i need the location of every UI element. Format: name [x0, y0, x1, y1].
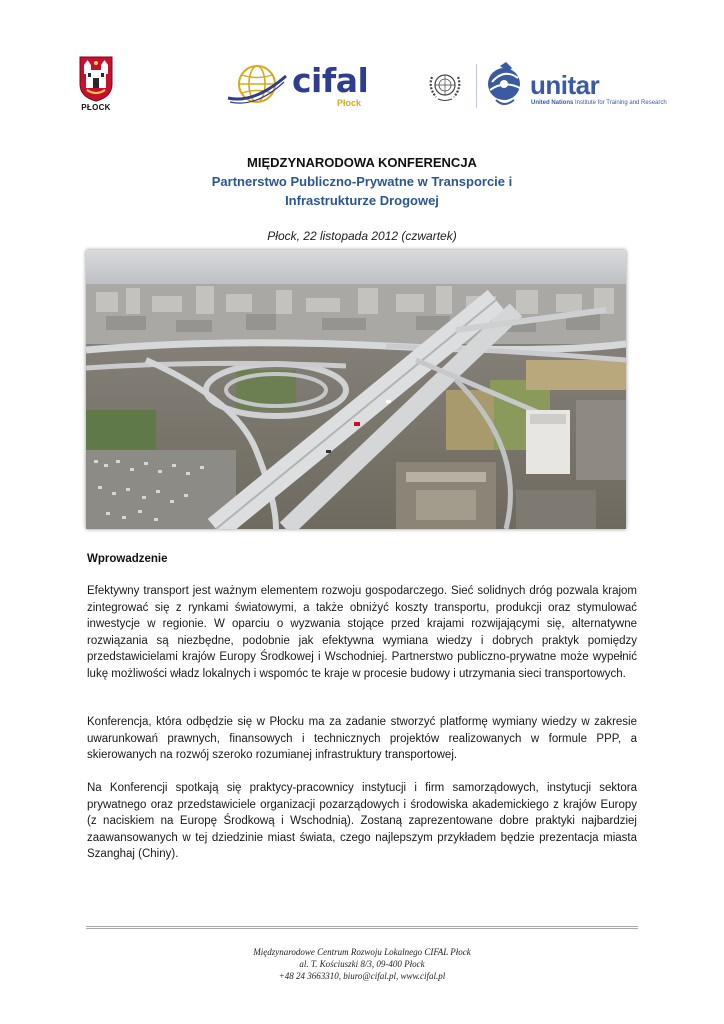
- intro-paragraph-2: Konferencja, która odbędzie się w Płocku ma za zadanie stworzyć platformę wymiany wiedzy w zakresie uwarunkowań prawnych, finansowych i technicznych projektów realizowanych w formule PPP, a skierowanych na rozwój szeroko rozumianej infrastruktury transportowej.: [87, 716, 637, 762]
- logo-divider: [476, 64, 477, 108]
- footer-address: al. T. Kościuszki 8/3, 09-400 Płock: [299, 959, 425, 969]
- intro-paragraph-3: Na Konferencji spotkają się praktycy-pracownicy instytucji i firm samorządowych, instytucji sektora prywatnego oraz przedstawiciele organizacji pozarządowych i środowiska akademickiego z krajów Europy (z naciskiem na Europę Środkową i Wschodnią). Zostaną zaprezentowane dobre praktyki najbardziej zaawansowanych w tej dziedzinie miast świata, czego najlepszym przykładem będzie prezentacja miasta Szanghaj (Chiny).: [87, 782, 637, 861]
- interchange-illustration: [86, 250, 626, 529]
- intro-paragraph-1: Efektywny transport jest ważnym elementem rozwoju gospodarczego. Sieć solidnych dróg pozwala krajom zintegrować się z rynkami światowymi, a także obniżyć koszty transportu, produkcji oraz stymulować inwestycje w regionie. W oparciu o wyzwania stojące przed krajami rozwijającymi się, alternatywne rozwiązania są niezbędne, podobnie jak efektywna wymiana wiedzy i dobrych praktyk pomiędzy przedstawicielami krajów Europy Środkowej i Wschodniej. Partnerstwo publiczno-prywatne może wypełnić lukę możliwości władz lokalnych i wspomóc te kraje w procesie budowy i utrzymania sieci transportowych.: [87, 585, 637, 680]
- plock-coat-of-arms-logo: [76, 56, 116, 118]
- city-label: PŁOCK: [81, 103, 111, 112]
- highway-interchange-photo: [86, 250, 626, 529]
- un-laurel-icon: [426, 69, 464, 103]
- globe-icon: [226, 62, 288, 110]
- conference-title: MIĘDZYNARODOWA KONFERENCJA: [247, 155, 477, 170]
- conference-subtitle-line1: Partnerstwo Publiczno-Prywatne w Transporcie i: [211, 174, 513, 189]
- unitar-tagline-bold: United Nations: [531, 100, 574, 106]
- footer-organization: Międzynarodowe Centrum Rozwoju Lokalnego CIFAL Płock: [253, 947, 471, 957]
- unitar-figure-icon: [482, 62, 526, 108]
- unitar-tagline-rest: Institute for Training and Research: [573, 100, 667, 106]
- unitar-logo: [482, 60, 682, 114]
- cifal-logo: [226, 61, 369, 112]
- coat-of-arms-icon: [79, 56, 113, 102]
- un-emblem-logo: [426, 69, 464, 103]
- footer-contact: +48 24 3663310, biuro@cifal.pl, www.cifal.pl: [278, 971, 446, 981]
- unitar-wordmark: unitar: [530, 70, 600, 100]
- intro-heading: Wprowadzenie: [87, 553, 168, 565]
- conference-subtitle-line2: Infrastrukturze Drogowej: [285, 193, 439, 208]
- cifal-wordmark: cifal: [292, 61, 369, 100]
- cifal-city: Płock: [337, 98, 362, 108]
- unitar-tagline: [531, 100, 667, 106]
- conference-date: Płock, 22 listopada 2012 (czwartek): [267, 229, 457, 243]
- footer-divider: [86, 926, 638, 929]
